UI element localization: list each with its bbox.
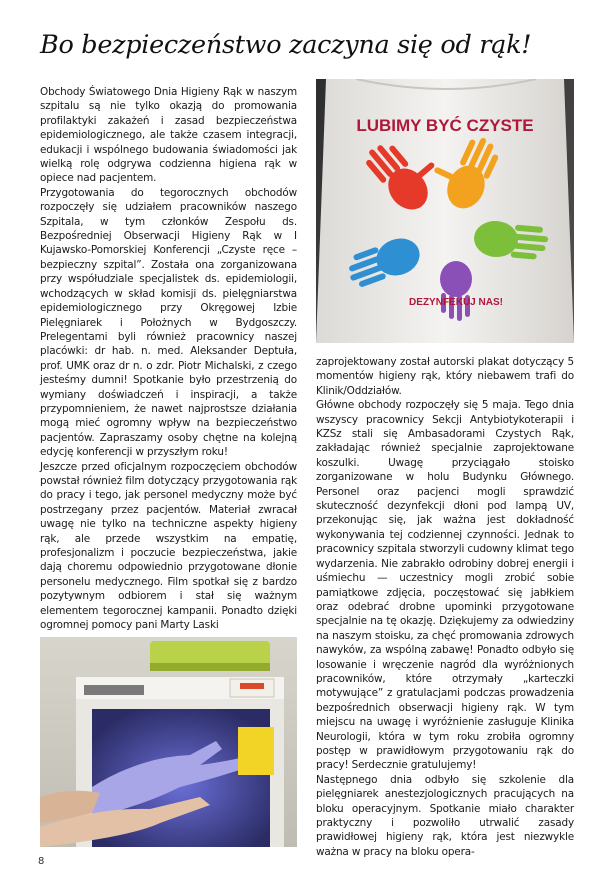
paragraph: Przygotowania do tegorocznych obchodów rozpoczęły się udziałem pracowników naszego Szpitala, w tym członków Zespołu ds. Bezpośredniej Obserwacji Higieny Rąk w I Kujawsko-Pomorskiej Konferencji „Czyste ręce – bezpieczny szpital”. Została ona zorganizowana przy współudziale specjalistek ds. epidemiologii, wchodzących w skład komisji ds. pielęgniarstwa epidemiologicznego przy Okręgowej Izbie Pielęgniarek i Położnych w Bydgoszczy. Prelegentami byli również pracownicy naszej placówki: dr hab. n. med. Aleksander Deptuła, prof. UMK oraz dr n. o zdr. Piotr Michalski, z czego jesteśmy dumni! Spotkanie było przestrzenią do wymiany doświadczeń i inspiracji, a także przypomnieniem, że nawet najprostsze działania mogą mieć ogromny wpływ na bezpieczeństwo pacjentów. Zapraszamy osoby chętne na kolejną edycję konferencji w przyszłym roku! xyxy=(40,186,297,459)
right-text-column xyxy=(316,355,574,859)
paragraph: Obchody Światowego Dnia Higieny Rąk w naszym szpitalu są nie tylko okazją do promowania profilaktyki zakażeń i zasad bezpieczeństwa epidemiologicznego, ale także czasem integracji, edukacji i wspólnego budowania świadomości jak wielką rolę odgrywa codzienna higiena rąk w opiece nad pacjentem. xyxy=(40,86,297,185)
uv-lamp-illustration xyxy=(40,637,297,847)
shirt-slogan-bottom: DEZYNFEKUJ NAS! xyxy=(409,297,503,308)
uv-lamp-photo xyxy=(40,637,297,847)
tshirt-illustration xyxy=(316,79,574,343)
left-text-column xyxy=(40,85,297,632)
paragraph: Następnego dnia odbyło się szkolenie dla pielęgniarek anestezjologicznych pracujących na bloku operacyjnym. Spotkanie miało charakter praktyczny i pozwoliło utrwalić zasady prawidłowej higieny rąk, która jest niezwykle ważna w pracy na bloku opera- xyxy=(316,773,574,858)
tshirt-photo xyxy=(316,79,574,343)
paragraph: zaprojektowany został autorski plakat dotyczący 5 momentów higieny rąk, który niebawem trafi do Klinik/Oddziałów. xyxy=(316,356,574,397)
page-number: 8 xyxy=(38,856,45,867)
article-title: Bo bezpieczeństwo zaczyna się od rąk! xyxy=(40,30,532,60)
paragraph: Główne obchody rozpoczęły się 5 maja. Tego dnia wszyscy pracownicy Sekcji Antybiotykoterapii i KZSz stali się Ambasadorami Czystych Rąk, zakładając również specjalnie zaprojektowane koszulki. Uwagę przyciągało stoisko zorganizowane w holu Budynku Głównego. Personel oraz pacjenci mogli sprawdzić skuteczność dezynfekcji dłoni pod lampą UV, przekonując się, jak ważna jest dokładność wykonywania tej codziennej czynności. Jednak to pracownicy szpitala stworzyli cudowny klimat tego wydarzenia. Nie zabrakło odrobiny dobrej energii i uśmiechu — uczestnicy mogli zrobić sobie pamiątkowe zdjęcia, poczęstować się jabłkiem oraz odebrać drobne upominki przygotowane specjalnie na tę okazję. Dziękujemy za odwiedziny na naszym stoisku, za chęć promowania zdrowych nawyków, za wspólną zabawę! Ponadto odbyło się losowanie i wręczenie nagród dla wyróżnionych pracowników, które otrzymały „karteczki motywujące” z gratulacjami podczas prowadzenia bezpośrednich obserwacji higieny rąk. W tym miejscu na uwagę i wyróżnienie zasługuje Klinika Neurologii, która w tym roku zrobiła ogromny postęp w prawidłowym przygotowaniu rąk do pracy! Serdecznie gratulujemy! xyxy=(316,399,574,772)
paragraph: Jeszcze przed oficjalnym rozpoczęciem obchodów powstał również film dotyczący przygotowania rąk do pracy i tego, jak personel medyczny może być postrzegany przez pacjentów. Materiał zwracał uwagę nie tylko na techniczne aspekty higieny rąk, ale przede wszystkim na empatię, profesjonalizm i poczucie bezpieczeństwa, jakie dają choremu odpowiednio przygotowane dłonie personelu medycznego. Film spotkał się z bardzo pozytywnym odbiorem i stał się ważnym elementem tegorocznej kampanii. Ponadto dzięki ogromnej pomocy pani Marty Laski xyxy=(40,460,297,632)
shirt-slogan-top: LUBIMY BYĆ CZYSTE xyxy=(356,116,534,135)
